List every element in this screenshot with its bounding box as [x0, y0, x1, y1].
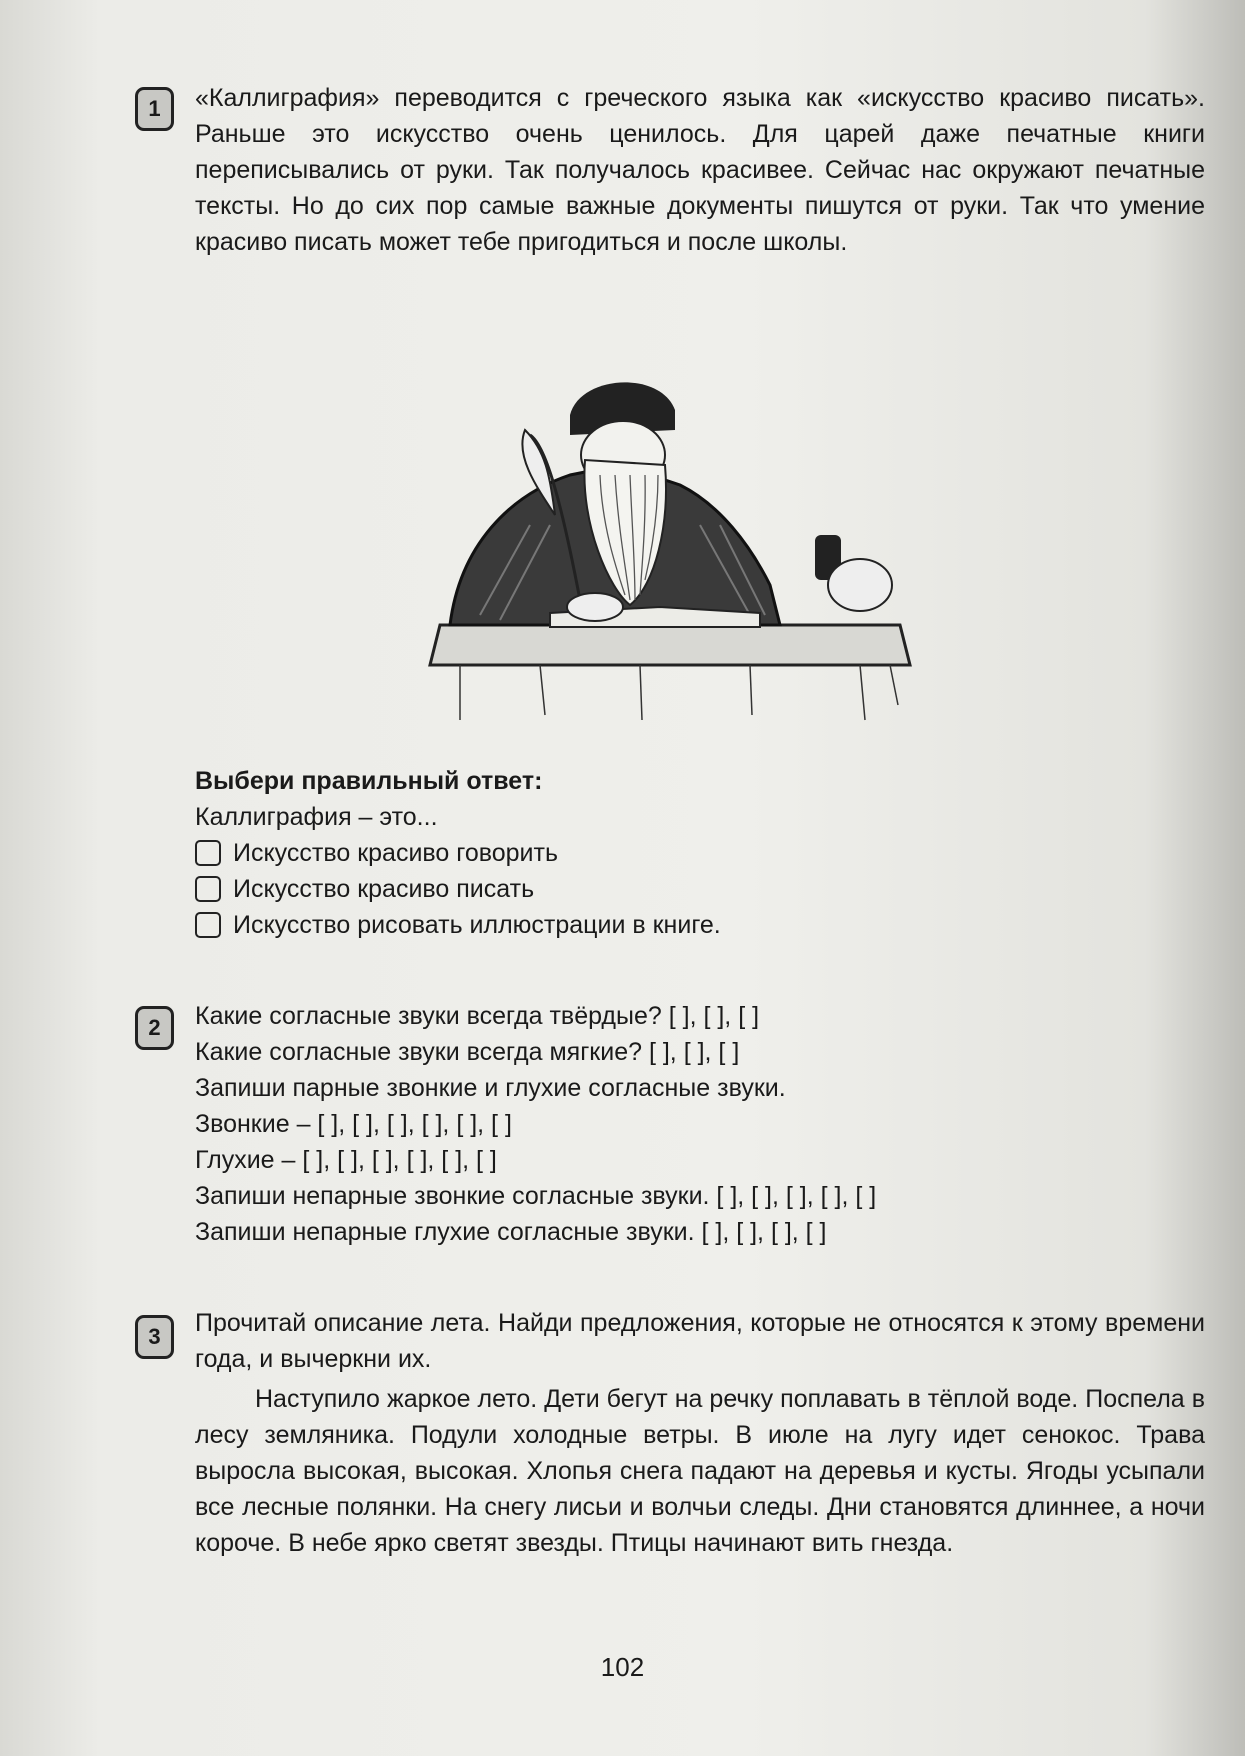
checkbox[interactable] [195, 876, 221, 902]
task-number-badge: 1 [135, 87, 174, 131]
option-label: Искусство красиво говорить [233, 839, 558, 867]
unpaired-voiced-line: Запиши непарные звонкие согласные звуки. [ ], [ ], [ ], [ ], [ ] [195, 1182, 877, 1210]
soft-consonants-line: Какие согласные звуки всегда мягкие? [ ], [ ], [ ] [195, 1038, 740, 1066]
task-3-content [195, 1305, 1205, 1561]
scribe-illustration [420, 375, 960, 730]
task-1-content [195, 80, 1205, 260]
choose-answer-heading: Выбери правильный ответ: [195, 767, 543, 795]
hard-consonants-line: Какие согласные звуки всегда твёрдые? [ ], [ ], [ ] [195, 1002, 760, 1030]
option-label: Искусство красиво писать [233, 875, 535, 903]
paired-instruction: Запиши парные звонкие и глухие согласные звуки. [195, 1074, 786, 1102]
question-stem: Каллиграфия – это... [195, 803, 438, 831]
option-label: Искусство рисовать иллюстрации в книге. [233, 911, 721, 939]
answer-option-2[interactable] [195, 871, 1095, 907]
voiceless-line: Глухие – [ ], [ ], [ ], [ ], [ ], [ ] [195, 1146, 497, 1174]
answer-option-3[interactable] [195, 907, 1095, 943]
unpaired-voiceless-line: Запиши непарные глухие согласные звуки. [ ], [ ], [ ], [ ] [195, 1218, 827, 1246]
page-number: 102 [600, 1652, 645, 1682]
task-number-badge: 3 [135, 1315, 174, 1359]
checkbox[interactable] [195, 912, 221, 938]
calligraphy-paragraph: «Каллиграфия» переводится с греческого языка как «искусство красиво писать». Раньше это искусство очень ценилось. Для царей даже печатные книги переписывались от руки. Так получалось красивее. Сейчас нас окружают печатные тексты. Но до сих пор самые важные документы пишутся от руки. Так что умение красиво писать может тебе пригодиться и после школы. [195, 84, 1205, 256]
task-number-badge: 2 [135, 1006, 174, 1050]
voiced-line: Звонкие – [ ], [ ], [ ], [ ], [ ], [ ] [195, 1110, 512, 1138]
task-2-content [195, 998, 1205, 1250]
task-1-question-block [195, 763, 1095, 943]
answer-option-1[interactable] [195, 835, 1095, 871]
task-3-instruction: Прочитай описание лета. Найди предложения, которые не относятся к этому времени года, и вычеркни их. [195, 1309, 1205, 1373]
summer-text: Наступило жаркое лето. Дети бегут на речку поплавать в тёплой воде. Поспела в лесу земляника. Подули холодные ветры. В июле на лугу идет сенокос. Трава выросла высокая, высокая. Хлопья снега падают на деревья и кусты. Ягоды усыпали все лесные полянки. На снегу лисьи и волчьи следы. Дни становятся длиннее, а ночи короче. В небе ярко светят звезды. Птицы начинают вить гнезда. [195, 1385, 1205, 1557]
checkbox[interactable] [195, 840, 221, 866]
